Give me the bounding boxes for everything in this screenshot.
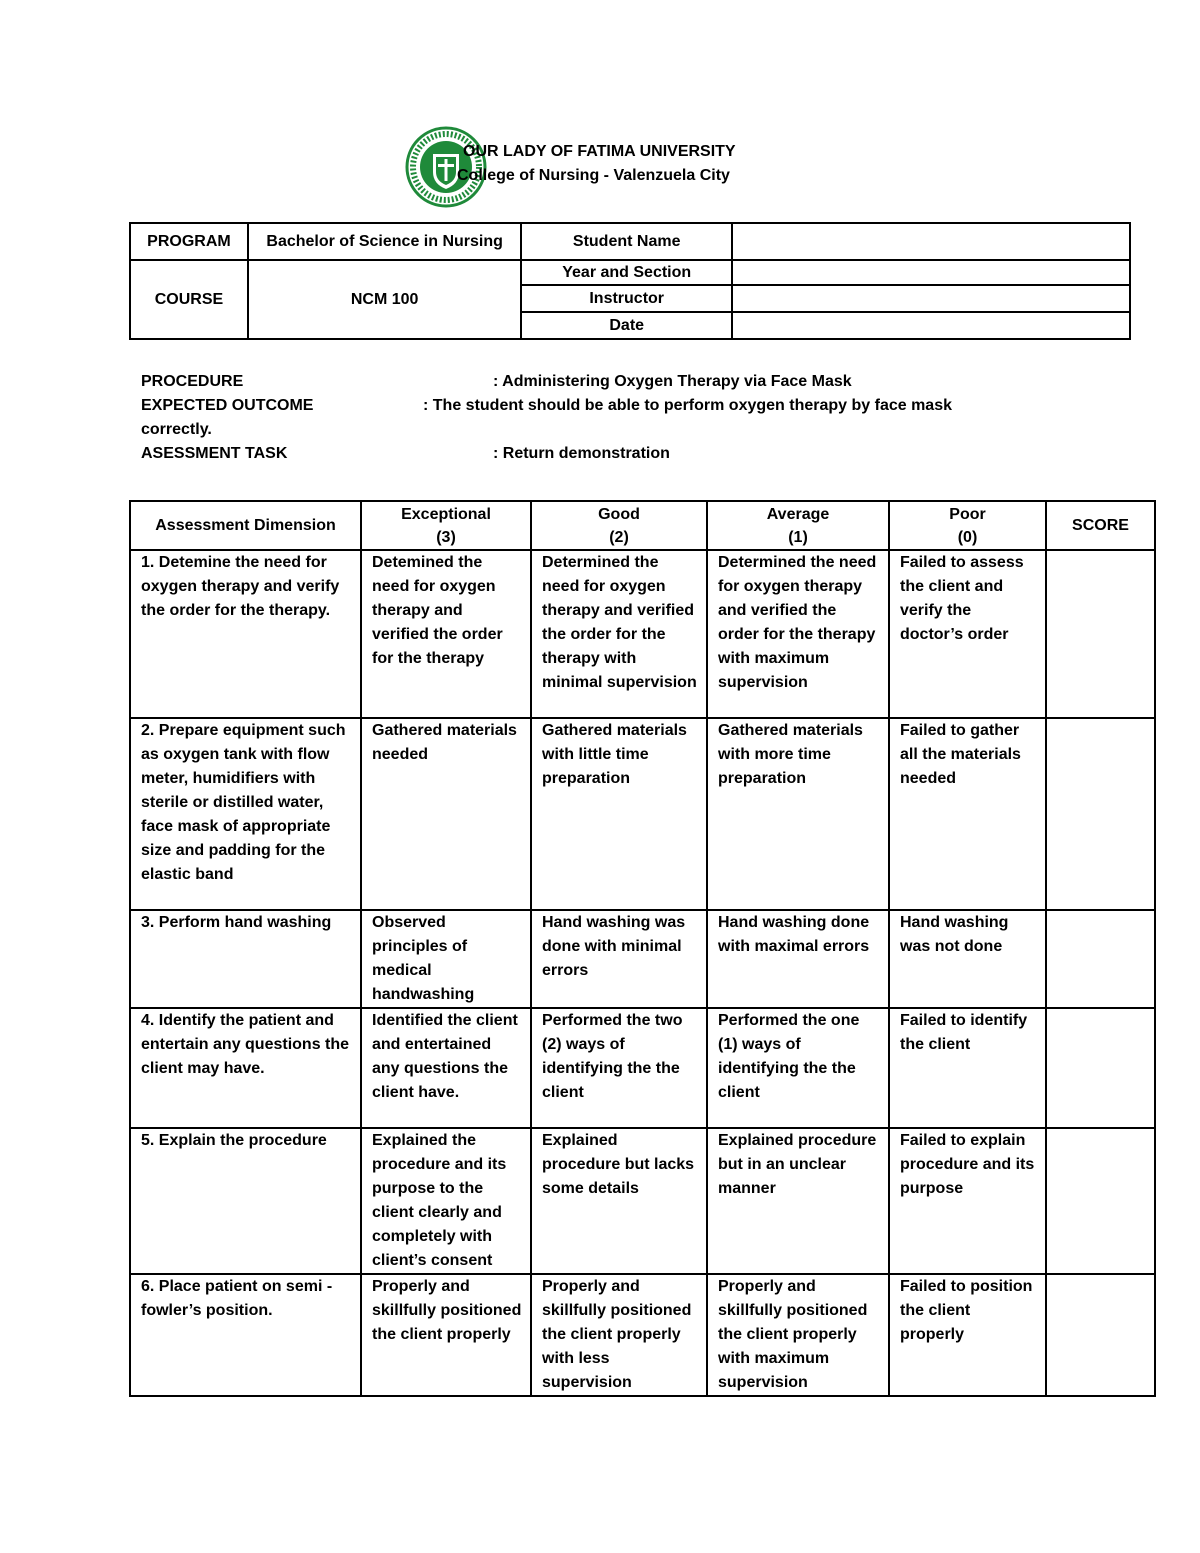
year-section-field[interactable] — [732, 260, 1130, 285]
procedure-label: PROCEDURE — [141, 373, 244, 390]
course-label: COURSE — [130, 260, 248, 339]
dimension-cell: 3. Perform hand washing — [130, 910, 361, 1008]
average-cell: Properly and skillfully positioned the client properly with maximum supervision — [707, 1274, 889, 1396]
expected-outcome-line — [141, 397, 952, 415]
good-cell: Explained procedure but lacks some details — [531, 1128, 707, 1274]
header-exceptional-score: (3) — [436, 528, 456, 546]
header-average — [707, 501, 889, 550]
assessment-task-label: ASESSMENT TASK — [141, 445, 288, 462]
college-name: College of Nursing - Valenzuela City — [457, 167, 730, 184]
header-poor — [889, 501, 1046, 550]
date-label: Date — [521, 312, 732, 339]
exceptional-cell: Explained the procedure and its purpose to the client clearly and completely with client’s consent — [361, 1128, 531, 1274]
score-cell[interactable] — [1046, 550, 1155, 718]
average-cell: Determined the need for oxygen therapy and verified the order for the therapy with maximum supervision — [707, 550, 889, 718]
rubric-row — [130, 550, 1155, 718]
dimension-cell: 6. Place patient on semi - fowler’s position. — [130, 1274, 361, 1396]
rubric-table — [129, 500, 1156, 1397]
date-field[interactable] — [732, 312, 1130, 339]
header-average-score: (1) — [788, 528, 808, 546]
assessment-task-value: : Return demonstration — [493, 445, 670, 462]
rubric-row — [130, 1008, 1155, 1128]
university-name: OUR LADY OF FATIMA UNIVERSITY — [463, 143, 736, 160]
course-value: NCM 100 — [248, 260, 521, 339]
exceptional-cell: Properly and skillfully positioned the client properly — [361, 1274, 531, 1396]
average-cell: Explained procedure but in an unclear manner — [707, 1128, 889, 1274]
good-cell: Determined the need for oxygen therapy and verified the order for the therapy with minimal supervision — [531, 550, 707, 718]
score-cell[interactable] — [1046, 910, 1155, 1008]
rubric-header-row — [130, 501, 1155, 550]
good-cell: Hand washing was done with minimal errors — [531, 910, 707, 1008]
dimension-cell: 4. Identify the patient and entertain any questions the client may have. — [130, 1008, 361, 1128]
rubric-row — [130, 1274, 1155, 1396]
header-good — [531, 501, 707, 550]
poor-cell: Failed to identify the client — [889, 1008, 1046, 1128]
header-good-label: Good — [598, 505, 640, 523]
assessment-task-line — [141, 445, 670, 463]
average-cell: Hand washing done with maximal errors — [707, 910, 889, 1008]
score-cell[interactable] — [1046, 718, 1155, 910]
program-value: Bachelor of Science in Nursing — [248, 223, 521, 260]
rubric-row — [130, 1128, 1155, 1274]
instructor-field[interactable] — [732, 285, 1130, 312]
score-cell[interactable] — [1046, 1274, 1155, 1396]
expected-outcome-value: : The student should be able to perform oxygen therapy by face mask — [423, 397, 952, 414]
expected-outcome-continuation: correctly. — [141, 421, 212, 438]
poor-cell: Failed to position the client properly — [889, 1274, 1046, 1396]
student-name-field[interactable] — [732, 223, 1130, 260]
procedure-value: : Administering Oxygen Therapy via Face Mask — [493, 373, 852, 390]
exceptional-cell: Observed principles of medical handwashing — [361, 910, 531, 1008]
good-cell: Properly and skillfully positioned the client properly with less supervision — [531, 1274, 707, 1396]
header-poor-score: (0) — [957, 528, 978, 546]
exceptional-cell: Detemined the need for oxygen therapy and verified the order for the therapy — [361, 550, 531, 718]
header-assessment-dimension: Assessment Dimension — [130, 501, 361, 550]
header-exceptional-label: Exceptional — [401, 505, 491, 523]
student-name-label: Student Name — [521, 223, 732, 260]
score-cell[interactable] — [1046, 1128, 1155, 1274]
score-cell[interactable] — [1046, 1008, 1155, 1128]
dimension-cell: 2. Prepare equipment such as oxygen tank with flow meter, humidifiers with sterile or distilled water, face mask of appropriate size and padding for the elastic band — [130, 718, 361, 910]
rubric-row — [130, 718, 1155, 910]
document-header — [405, 126, 825, 208]
header-average-label: Average — [766, 505, 830, 523]
header-exceptional — [361, 501, 531, 550]
average-cell: Performed the one (1) ways of identifying the the client — [707, 1008, 889, 1128]
dimension-cell: 1. Detemine the need for oxygen therapy and verify the order for the therapy. — [130, 550, 361, 718]
exceptional-cell: Gathered materials needed — [361, 718, 531, 910]
poor-cell: Failed to gather all the materials needed — [889, 718, 1046, 910]
dimension-cell: 5. Explain the procedure — [130, 1128, 361, 1274]
header-score: SCORE — [1046, 501, 1155, 550]
poor-cell: Hand washing was not done — [889, 910, 1046, 1008]
instructor-label: Instructor — [521, 285, 732, 312]
year-section-label: Year and Section — [521, 260, 732, 285]
good-cell: Performed the two (2) ways of identifying the the client — [531, 1008, 707, 1128]
header-good-score: (2) — [609, 528, 629, 546]
average-cell: Gathered materials with more time preparation — [707, 718, 889, 910]
poor-cell: Failed to explain procedure and its purpose — [889, 1128, 1046, 1274]
expected-outcome-label: EXPECTED OUTCOME — [141, 397, 314, 414]
student-info-table — [129, 222, 1131, 340]
exceptional-cell: Identified the client and entertained any questions the client have. — [361, 1008, 531, 1128]
procedure-line — [141, 373, 852, 391]
rubric-row — [130, 910, 1155, 1008]
good-cell: Gathered materials with little time preparation — [531, 718, 707, 910]
header-poor-label: Poor — [949, 505, 986, 523]
program-label: PROGRAM — [130, 223, 248, 260]
poor-cell: Failed to assess the client and verify the doctor’s order — [889, 550, 1046, 718]
